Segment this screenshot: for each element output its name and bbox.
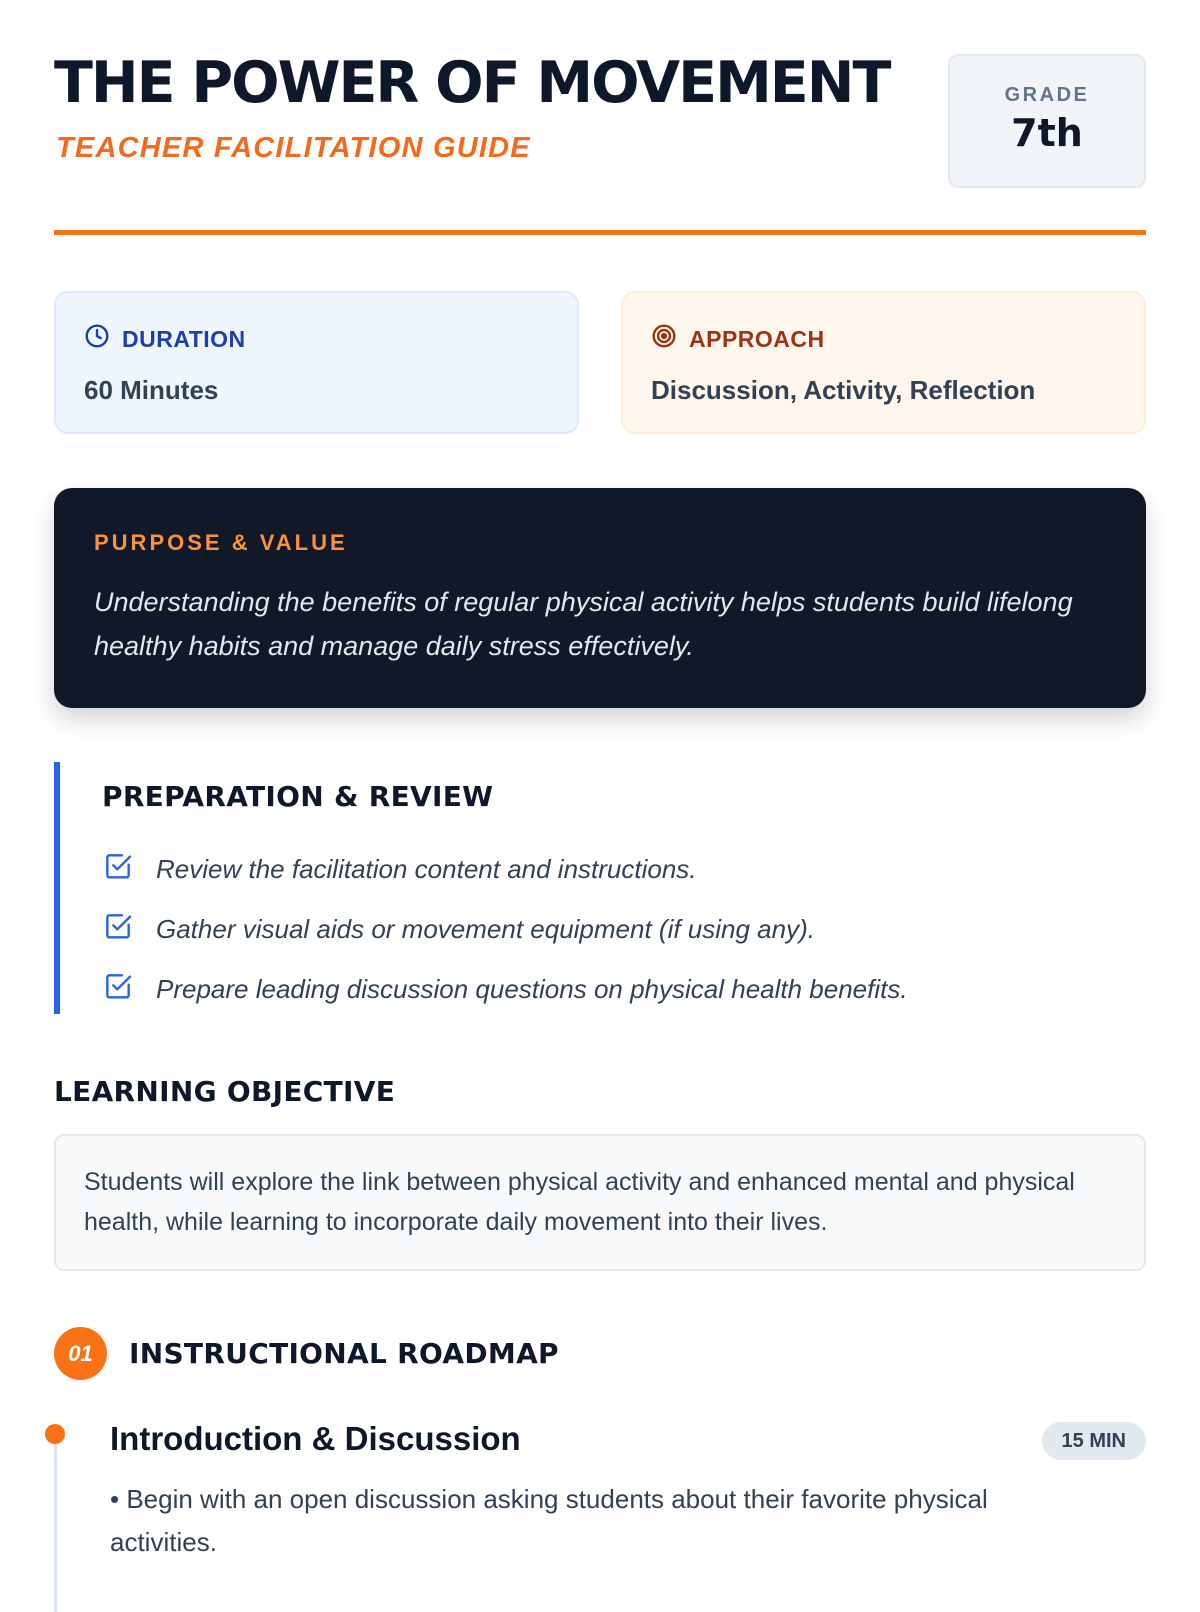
activity-title: Introduction & Discussion: [110, 1420, 521, 1457]
preparation-section: [54, 762, 1146, 1014]
checkbox-checked-icon: [102, 970, 134, 1009]
preparation-item-text: Gather visual aids or movement equipment (if using any).: [156, 913, 815, 944]
approach-label: APPROACH: [689, 325, 825, 352]
checkbox-checked-icon: [102, 850, 134, 889]
timeline-dot: [45, 1424, 65, 1444]
purpose-panel: [54, 488, 1146, 708]
approach-card: [621, 291, 1146, 434]
grade-box: [948, 54, 1146, 188]
checkbox-checked-icon: [102, 910, 134, 949]
header: [54, 0, 1146, 237]
list-item: [102, 899, 1146, 959]
objective-title: LEARNING OBJECTIVE: [54, 1075, 396, 1108]
page-title: THE POWER OF MOVEMENT: [54, 50, 890, 116]
page-subtitle: TEACHER FACILITATION GUIDE: [56, 132, 531, 164]
approach-value: Discussion, Activity, Reflection: [651, 375, 1036, 405]
purpose-label: PURPOSE & VALUE: [94, 530, 348, 555]
preparation-item-text: Prepare leading discussion questions on physical health benefits.: [156, 973, 908, 1004]
duration-value: 60 Minutes: [84, 375, 219, 405]
preparation-list: [102, 839, 1146, 1019]
approach-card-header: [651, 323, 1116, 355]
clock-icon: [84, 323, 110, 355]
header-divider: [54, 230, 1146, 235]
info-cards: [54, 291, 1146, 434]
roadmap-title: INSTRUCTIONAL ROADMAP: [129, 1337, 559, 1370]
roadmap-header: [54, 1327, 559, 1380]
duration-badge: 15 MIN: [1042, 1422, 1146, 1460]
activity-description: • Begin with an open discussion asking students about their favorite physical activities.: [110, 1484, 988, 1557]
objective-box: Students will explore the link between physical activity and enhanced mental and physical health, while learning to incorporate daily movement into their lives.: [54, 1134, 1146, 1271]
step-number-badge: 01: [54, 1327, 107, 1380]
purpose-text: Understanding the benefits of regular physical activity helps students build lifelong healthy habits and manage daily stress effectively.: [94, 587, 1073, 661]
list-item: [102, 959, 1146, 1019]
timeline-line: [54, 1432, 57, 1612]
list-item: [102, 839, 1146, 899]
duration-card: [54, 291, 579, 434]
preparation-title: PREPARATION & REVIEW: [102, 780, 494, 813]
preparation-item-text: Review the facilitation content and instructions.: [156, 853, 697, 884]
grade-value: 7th: [1011, 111, 1083, 155]
duration-card-header: [84, 323, 549, 355]
duration-label: DURATION: [122, 325, 246, 352]
target-icon: [651, 323, 677, 355]
grade-label: GRADE: [1004, 84, 1090, 106]
